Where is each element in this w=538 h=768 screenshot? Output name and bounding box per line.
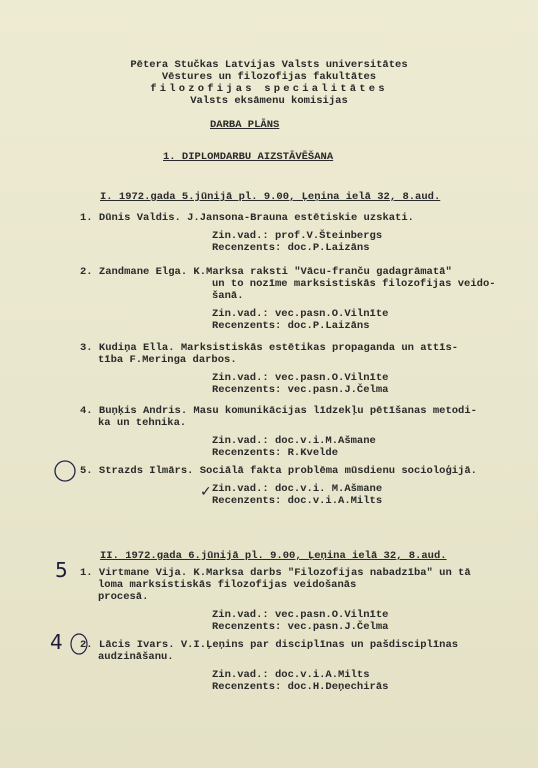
thesis-entry bbox=[80, 567, 520, 633]
header-line-1: Pētera Stučkas Latvijas Valsts universitātes bbox=[130, 59, 408, 71]
entry-line: tība F.Meringa darbos. bbox=[98, 354, 237, 366]
header-line-4: Valsts eksāmenu komisijas bbox=[190, 95, 348, 107]
entry-line: ka un tehnika. bbox=[98, 417, 187, 429]
entry-line: šanā. bbox=[212, 290, 244, 302]
reviewer-line: Recenzents: doc.v.i.A.Milts bbox=[212, 495, 383, 507]
entry-line: 1. Dūnis Valdis. J.Jansona-Brauna estētiskie uzskati. bbox=[80, 212, 414, 224]
handwritten-mark-5: 5 bbox=[55, 558, 68, 582]
reviewer-line: Recenzents: doc.H.Deņechirās bbox=[212, 681, 389, 693]
session-heading-1: I. 1972.gada 5.jūnijā pl. 9.00, Ļeņina ielā 32, 8.aud. bbox=[100, 191, 441, 203]
document-header bbox=[0, 59, 538, 107]
advisor-line: Zin.vad.: prof.V.Šteinbergs bbox=[212, 230, 383, 242]
entry-line: 4. Buņķis Andris. Masu komunikācijas līdzekļu pētīšanas metodi- bbox=[80, 405, 477, 417]
entry-meta bbox=[212, 308, 520, 332]
header-line-2: Vēstures un filozofijas fakultātes bbox=[161, 71, 377, 83]
thesis-entry bbox=[80, 465, 520, 507]
entry-line: 3. Kudiņa Ella. Marksistiskās estētikas propaganda un attīs- bbox=[80, 342, 459, 354]
thesis-entry bbox=[80, 266, 520, 332]
document-title: DARBA PLĀNS bbox=[210, 119, 280, 131]
entry-line: audzināšanu. bbox=[98, 651, 174, 663]
entry-line: procesā. bbox=[98, 591, 149, 603]
handwritten-check: ✓ bbox=[200, 484, 212, 500]
entry-line: 2. Lācis Ivars. V.I.Ļeņins par disciplīnas un pašdisciplīnas bbox=[80, 639, 459, 651]
section-title: 1. DIPLOMDARBU AIZSTĀVĒŠANA bbox=[163, 151, 334, 163]
handwritten-circle-mark bbox=[68, 632, 90, 656]
entry-meta bbox=[212, 372, 520, 396]
advisor-line: Zin.vad.: vec.pasn.O.Vilnīte bbox=[212, 372, 389, 384]
thesis-entry bbox=[80, 212, 520, 254]
advisor-line: Zin.vad.: doc.v.i. M.Ašmane bbox=[212, 483, 383, 495]
advisor-line: Zin.vad.: vec.pasn.O.Vilnīte bbox=[212, 308, 389, 320]
advisor-line: Zin.vad.: doc.v.i.M.Ašmane bbox=[212, 435, 376, 447]
session-heading-2: II. 1972.gada 6.jūnijā pl. 9.00, Ļeņina ielā 32, 8.aud. bbox=[100, 550, 447, 562]
entry-line: 1. Virtmane Vija. K.Marksa darbs "Filozofijas nabadzība" un tā bbox=[80, 567, 471, 579]
thesis-entry bbox=[80, 639, 520, 693]
entry-line: un to nozīme marksistiskās filozofijas veido- bbox=[212, 278, 496, 290]
entry-line: 2. Zandmane Elga. K.Marksa raksti "Vācu-franču gadagrāmatā" bbox=[80, 266, 452, 278]
reviewer-line: Recenzents: doc.P.Laizāns bbox=[212, 320, 370, 332]
entry-meta bbox=[212, 435, 520, 459]
reviewer-line: Recenzents: vec.pasn.J.Čelma bbox=[212, 384, 389, 396]
entry-meta bbox=[212, 483, 520, 507]
handwritten-circle-mark bbox=[52, 458, 78, 484]
thesis-entry bbox=[80, 405, 520, 459]
advisor-line: Zin.vad.: vec.pasn.O.Vilnīte bbox=[212, 609, 389, 621]
entry-meta bbox=[212, 669, 520, 693]
thesis-entry bbox=[80, 342, 520, 396]
reviewer-line: Recenzents: R.Kvelde bbox=[212, 447, 339, 459]
advisor-line: Zin.vad.: doc.v.i.A.Milts bbox=[212, 669, 370, 681]
entry-line: loma marksistiskās filozofijas veidošanās bbox=[98, 579, 357, 591]
entry-meta bbox=[212, 230, 520, 254]
entry-line: 5. Strazds Ilmārs. Sociālā fakta problēma mūsdienu socioloģijā. bbox=[80, 465, 477, 477]
handwritten-mark-4: 4 bbox=[50, 630, 63, 654]
header-line-3: filozofijas specialitātes bbox=[150, 83, 388, 95]
reviewer-line: Recenzents: doc.P.Laizāns bbox=[212, 242, 370, 254]
entry-meta bbox=[212, 609, 520, 633]
reviewer-line: Recenzents: vec.pasn.J.Čelma bbox=[212, 621, 389, 633]
